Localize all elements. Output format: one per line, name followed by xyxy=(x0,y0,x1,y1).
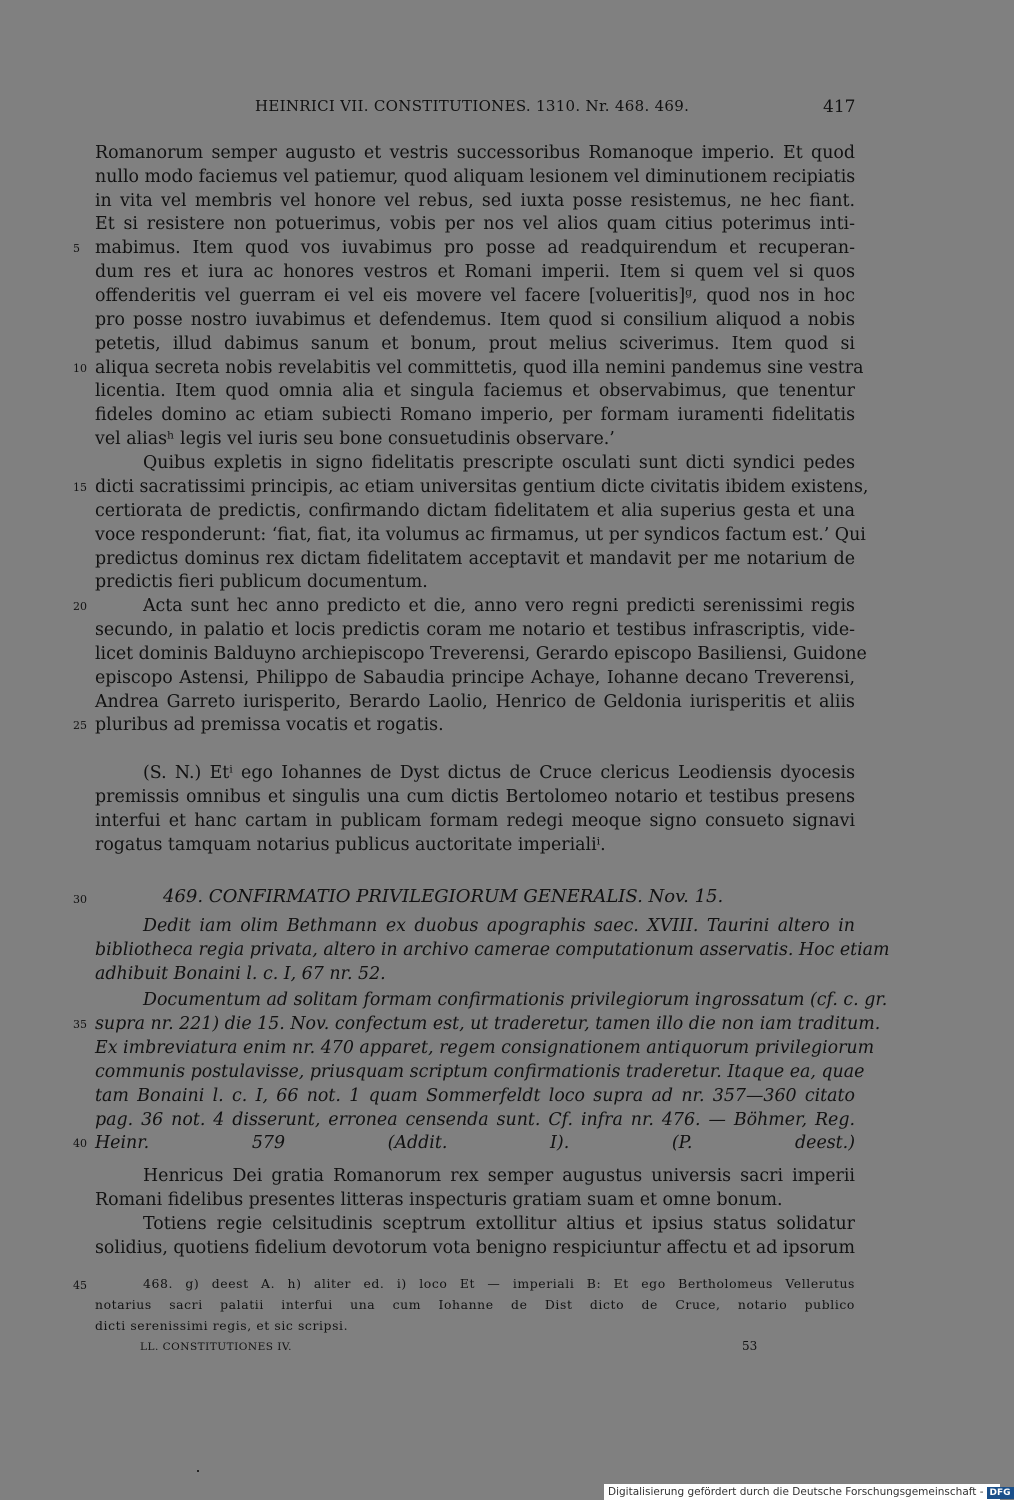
text-line: Andrea Garreto iurisperito, Berardo Laolio, Henrico de Geldonia iurisperitis et aliis xyxy=(95,692,855,712)
line-number: 15 xyxy=(73,481,87,494)
text-line: licentia. Item quod omnia alia et singula faciemus et observabimus, que tenentur xyxy=(95,381,855,401)
text-line: Romani fidelibus presentes litteras inspecturis gratiam suam et omne bonum. xyxy=(95,1190,783,1210)
footnote-line: notarius sacri palatii interfui una cum Iohanne de Dist dicto de Cruce, notario publico xyxy=(95,1297,855,1312)
text-line: Totiens regie celsitudinis sceptrum extollitur altius et ipsius status solidatur xyxy=(143,1214,855,1234)
line-number: 35 xyxy=(73,1018,87,1031)
text-line: fideles domino ac etiam subiecti Romano imperio, per formam iuramenti fidelitatis xyxy=(95,405,855,425)
editorial-note-line: bibliotheca regia privata, altero in archivo camerae computationum asservatis. Hoc etiam xyxy=(95,940,890,960)
text-line: aliqua secreta nobis revelabitis vel committetis, quod illa nemini pandemus sine vestra xyxy=(95,358,864,378)
page-number: 417 xyxy=(823,97,856,117)
text-line: predictis fieri publicum documentum. xyxy=(95,572,428,592)
text-line: vel aliasʰ legis vel iuris seu bone consuetudinis observare.’ xyxy=(95,429,615,449)
dfg-logo: DFG xyxy=(987,1487,1014,1499)
text-line: voce responderunt: ‘fiat, fiat, ita volumus ac firmamus, ut per syndicos factum est.’ Qui xyxy=(95,525,866,545)
footnote-line: dicti serenissimi regis, et sic scripsi. xyxy=(95,1318,349,1333)
editorial-note-line: Ex imbreviatura enim nr. 470 apparet, regem consignationem antiquorum privilegiorum xyxy=(95,1038,875,1058)
text-line: secundo, in palatio et locis predictis coram me notario et testibus infrascriptis, vide- xyxy=(95,620,855,640)
text-line: rogatus tamquam notarius publicus auctoritate imperialiⁱ. xyxy=(95,835,606,855)
editorial-note-line: communis postulavisse, priusquam scriptum confirmationis traderetur. Itaque ea, quae xyxy=(95,1062,865,1082)
speck xyxy=(197,1470,199,1472)
line-number: 45 xyxy=(73,1279,87,1292)
line-number: 30 xyxy=(73,893,87,906)
editorial-note-line: tam Bonaini l. c. I, 66 not. 1 quam Sommerfeldt loco supra ad nr. 357—360 citato xyxy=(95,1086,855,1106)
editorial-note-line: adhibuit Bonaini l. c. I, 67 nr. 52. xyxy=(95,964,386,984)
line-number: 5 xyxy=(73,242,80,255)
running-header: HEINRICI VII. CONSTITUTIONES. 1310. Nr. 468. 469. xyxy=(255,97,690,115)
text-line: offenderitis vel guerram ei vel eis movere vel facere [volueritis]ᵍ, quod nos in hoc xyxy=(95,286,855,306)
text-line: Quibus expletis in signo fidelitatis prescripte osculati sunt dicti syndici pedes xyxy=(143,453,855,473)
footnote-line: 468. g) deest A. h) aliter ed. i) loco Et — imperiali B: Et ego Bertholomeus Vellerutus xyxy=(143,1276,855,1291)
funding-text: Digitalisierung gefördert durch die Deutsche Forschungsgemeinschaft - xyxy=(608,1486,984,1498)
text-line: petetis, illud dabimus sanum et bonum, prout melius sciverimus. Item quod si xyxy=(95,334,855,354)
text-line: licet dominis Balduyno archiepiscopo Treverensi, Gerardo episcopo Basiliensi, Guidone xyxy=(95,644,867,664)
footer-series: LL. CONSTITUTIONES IV. xyxy=(140,1341,293,1353)
text-line: nullo modo faciemus vel patiemur, quod aliquam lesionem vel diminutionem recipiatis xyxy=(95,167,856,187)
text-line: dum res et iura ac honores vestros et Romani imperii. Item si quem vel si quos xyxy=(95,262,855,282)
signature-mark: 53 xyxy=(742,1339,758,1353)
text-line: Et si resistere non potuerimus, vobis per nos vel alios quam citius poterimus inti- xyxy=(95,214,855,234)
text-line: in vita vel membris vel honore vel rebus, sed iuxta posse resistemus, ne hec fiant. xyxy=(95,191,855,211)
line-number: 20 xyxy=(73,600,87,613)
text-line: dicti sacratissimi principis, ac etiam universitas gentium dicte civitatis ibidem existens, xyxy=(95,477,869,497)
text-line: (S. N.) Etⁱ ego Iohannes de Dyst dictus de Cruce clericus Leodiensis dyocesis xyxy=(143,763,855,783)
text-line: predictus dominus rex dictam fidelitatem acceptavit et mandavit per me notarium de xyxy=(95,549,855,569)
editorial-note-line: pag. 36 not. 4 disserunt, erronea censenda sunt. Cf. infra nr. 476. — Böhmer, Reg. xyxy=(95,1110,855,1130)
line-number: 40 xyxy=(73,1137,87,1150)
text-line: Henricus Dei gratia Romanorum rex semper augustus universis sacri imperii xyxy=(143,1166,855,1186)
text-line: Romanorum semper augusto et vestris successoribus Romanoque imperio. Et quod xyxy=(95,143,855,163)
line-number: 10 xyxy=(73,362,87,375)
editorial-note-line: Documentum ad solitam formam confirmationis privilegiorum ingrossatum (cf. c. gr. xyxy=(143,990,888,1010)
text-line: mabimus. Item quod vos iuvabimus pro posse ad readquirendum et recuperan- xyxy=(95,238,855,258)
text-line: episcopo Astensi, Philippo de Sabaudia principe Achaye, Iohanne decano Treverensi, xyxy=(95,668,855,688)
text-line: interfui et hanc cartam in publicam formam redegi meoque signo consueto signavi xyxy=(95,811,855,831)
text-line: solidius, quotiens fidelium devotorum vota benigno respiciuntur affectu et ad ipsorum xyxy=(95,1238,855,1258)
text-line: premissis omnibus et singulis una cum dictis Bertolomeo notario et testibus presens xyxy=(95,787,855,807)
editorial-note-line: Dedit iam olim Bethmann ex duobus apographis saec. XVIII. Taurini altero in xyxy=(143,916,855,936)
text-line: certiorata de predictis, confirmando dictam fidelitatem et alia superius gesta et una xyxy=(95,501,855,521)
editorial-note-line: supra nr. 221) die 15. Nov. confectum est, ut traderetur, tamen illo die non iam traditum. xyxy=(95,1014,881,1034)
editorial-note-line: Heinr. 579 (Addit. I). (P. deest.) xyxy=(95,1133,855,1153)
funding-banner xyxy=(604,1484,1011,1500)
text-line: pro posse nostro iuvabimus et defendemus. Item quod si consilium aliquod a nobis xyxy=(95,310,855,330)
text-line: pluribus ad premissa vocatis et rogatis. xyxy=(95,715,444,735)
line-number: 25 xyxy=(73,719,87,732)
document-heading: 469. CONFIRMATIO PRIVILEGIORUM GENERALIS. Nov. 15. xyxy=(163,886,724,907)
text-line: Acta sunt hec anno predicto et die, anno vero regni predicti serenissimi regis xyxy=(143,596,855,616)
